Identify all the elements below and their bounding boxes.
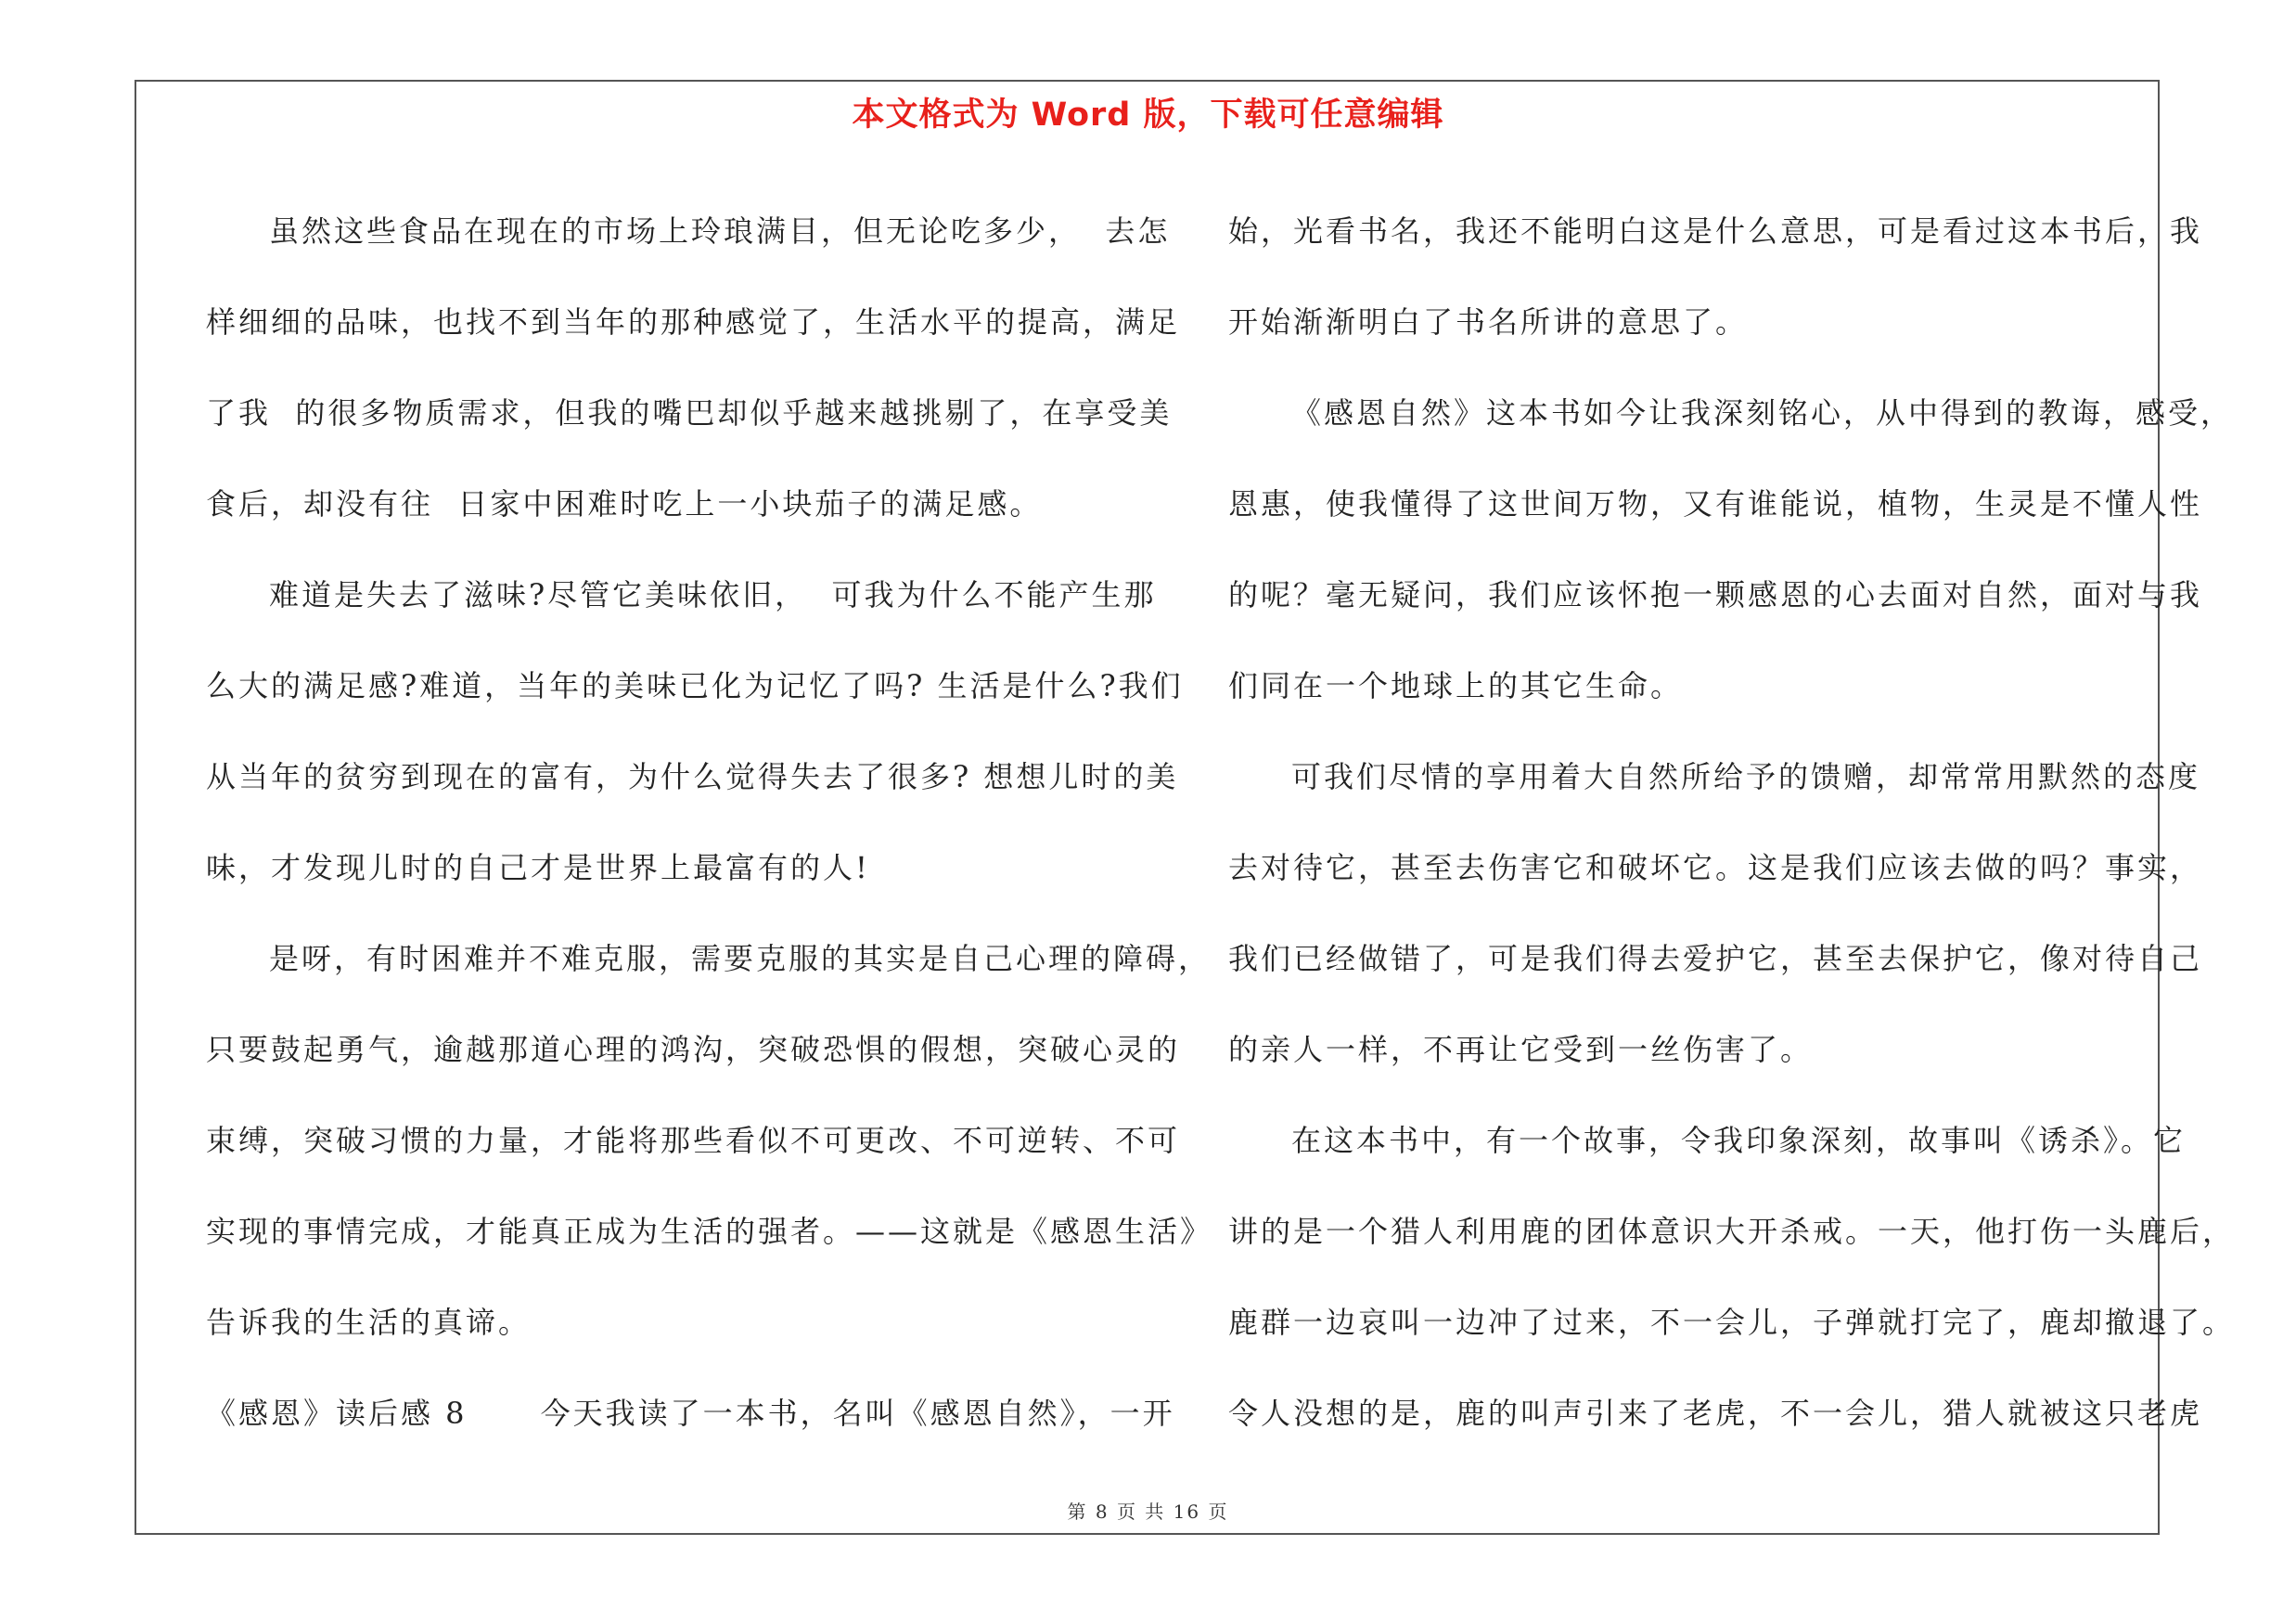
- paragraph-line: 虽然这些食品在现在的市场上玲琅满目，但无论吃多少， 去怎: [269, 213, 1171, 249]
- paragraph-line: 鹿群一边哀叫一边冲了过来，不一会儿，子弹就打完了，鹿却撤退了。: [1228, 1305, 2236, 1340]
- paragraph-line: 可我们尽情的享用着大自然所给予的馈赠，却常常用默然的态度: [1291, 759, 2201, 794]
- paragraph-line: 食后，却没有往 日家中困难时吃上一小块茄子的满足感。: [206, 486, 1043, 522]
- paragraph-line: 讲的是一个猎人利用鹿的团体意识大开杀戒。一天，他打伤一头鹿后，: [1228, 1214, 2236, 1249]
- paragraph-line: 难道是失去了滋味?尽管它美味依旧， 可我为什么不能产生那: [269, 577, 1157, 612]
- paragraph-line: 了我 的很多物质需求，但我的嘴巴却似乎越来越挑剔了，在享受美: [206, 395, 1173, 431]
- paragraph-line: 在这本书中，有一个故事，令我印象深刻，故事叫《诱杀》。它: [1291, 1123, 2187, 1158]
- paragraph-line: 的亲人一样，不再让它受到一丝伤害了。: [1228, 1032, 1814, 1067]
- document-header-title: 本文格式为 Word 版，下载可任意编辑: [852, 97, 1444, 134]
- paragraph-line: 束缚，突破习惯的力量，才能将那些看似不可更改、不可逆转、不可: [206, 1123, 1181, 1158]
- left-text-column: [206, 186, 1213, 1459]
- paragraph-line: 我们已经做错了，可是我们得去爱护它，甚至去保护它，像对待自己: [1228, 941, 2203, 976]
- paragraph-line: 是呀，有时困难并不难克服，需要克服的其实是自己心理的障碍，: [269, 941, 1212, 976]
- paragraph-line: 令人没想的是，鹿的叫声引来了老虎，不一会儿，猎人就被这只老虎: [1228, 1396, 2203, 1431]
- paragraph-line: 《感恩自然》这本书如今让我深刻铭心，从中得到的教诲，感受，: [1291, 395, 2234, 431]
- paragraph-line: 开始渐渐明白了书名所讲的意思了。: [1228, 304, 1749, 340]
- paragraph-line: 始，光看书名，我还不能明白这是什么意思，可是看过这本书后，我: [1228, 213, 2203, 249]
- paragraph-line: 《感恩》读后感 8 今天我读了一本书，名叫《感恩自然》，一开: [206, 1396, 1175, 1431]
- paragraph-line: 们同在一个地球上的其它生命。: [1228, 668, 1684, 703]
- paragraph-line: 么大的满足感?难道，当年的美味已化为记忆了吗? 生活是什么?我们: [206, 668, 1184, 703]
- right-text-column: [1228, 186, 2236, 1459]
- paragraph-line: 味，才发现儿时的自己才是世界上最富有的人!: [206, 850, 870, 885]
- paragraph-line: 告诉我的生活的真谛。: [206, 1305, 532, 1340]
- paragraph-line: 样细细的品味，也找不到当年的那种感觉了，生活水平的提高，满足: [206, 304, 1181, 340]
- paragraph-line: 从当年的贫穷到现在的富有，为什么觉得失去了很多? 想想儿时的美: [206, 759, 1179, 794]
- paragraph-line: 只要鼓起勇气，逾越那道心理的鸿沟，突破恐惧的假想，突破心灵的: [206, 1032, 1181, 1067]
- paragraph-line: 恩惠，使我懂得了这世间万物，又有谁能说，植物，生灵是不懂人性: [1228, 486, 2203, 522]
- paragraph-line: 实现的事情完成，才能真正成为生活的强者。——这就是《感恩生活》: [206, 1214, 1213, 1249]
- paragraph-line: 的呢？毫无疑问，我们应该怀抱一颗感恩的心去面对自然，面对与我: [1228, 577, 2203, 612]
- page-number-footer: 第 8 页 共 16 页: [1067, 1501, 1229, 1523]
- paragraph-line: 去对待它，甚至去伤害它和破坏它。这是我们应该去做的吗？事实，: [1228, 850, 2203, 885]
